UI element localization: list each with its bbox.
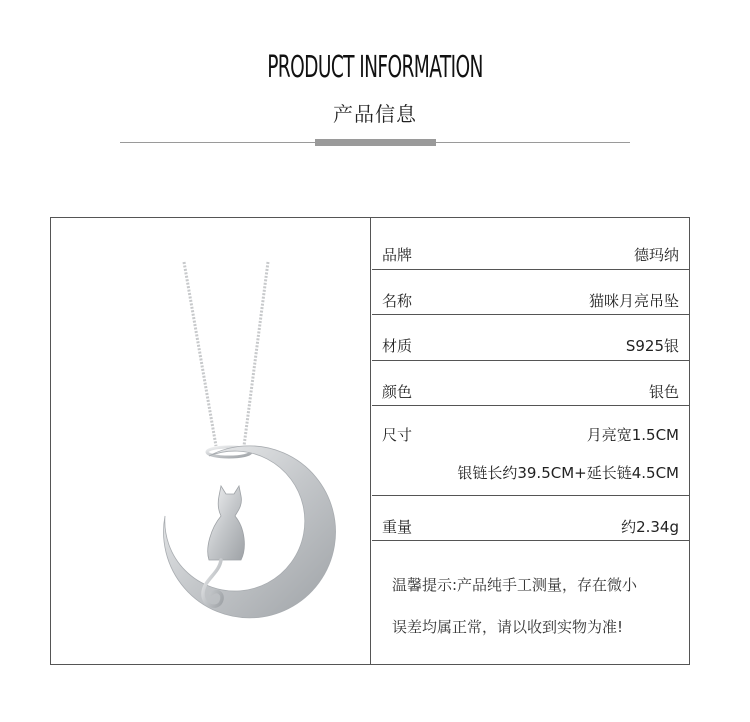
cat-figure	[208, 486, 245, 560]
chain-left	[184, 262, 216, 446]
spec-row-weight	[372, 496, 689, 541]
page-title-cn: 产品信息	[333, 102, 417, 126]
notice-line-2: 误差均属正常，请以收到实物为准!	[392, 618, 624, 636]
product-spec-box	[50, 217, 690, 665]
spec-row-material	[372, 315, 689, 361]
spec-row-brand	[372, 218, 689, 270]
spec-value: 约2.34g	[621, 518, 679, 536]
notice-line-1: 温馨提示:产品纯手工测量，存在微小	[392, 576, 638, 594]
spec-label: 重量	[382, 518, 413, 536]
spec-row-color	[372, 361, 689, 406]
spec-value: 德玛纳	[633, 246, 679, 264]
spec-value: 银色	[648, 383, 679, 401]
spec-value: S925银	[625, 337, 679, 355]
spec-label: 品牌	[382, 246, 413, 264]
spec-label: 名称	[382, 292, 413, 310]
spec-label: 颜色	[382, 383, 413, 401]
product-image-panel	[51, 218, 371, 664]
spec-label: 材质	[382, 337, 413, 355]
spec-label: 尺寸	[382, 426, 413, 444]
cat-moon-pendant-necklace-icon	[51, 218, 370, 664]
spec-table	[372, 218, 689, 664]
page-title-en: PRODUCT INFORMATION	[267, 50, 483, 85]
spec-row-name	[372, 270, 689, 315]
spec-value-chain-length: 银链长约39.5CM+延长链4.5CM	[457, 464, 679, 482]
spec-value: 月亮宽1.5CM	[586, 426, 679, 444]
spec-value: 猫咪月亮吊坠	[588, 292, 679, 310]
crescent-moon	[164, 446, 336, 618]
chain-right	[244, 262, 268, 446]
spec-row-size	[372, 406, 689, 496]
title-divider-accent	[315, 139, 436, 146]
